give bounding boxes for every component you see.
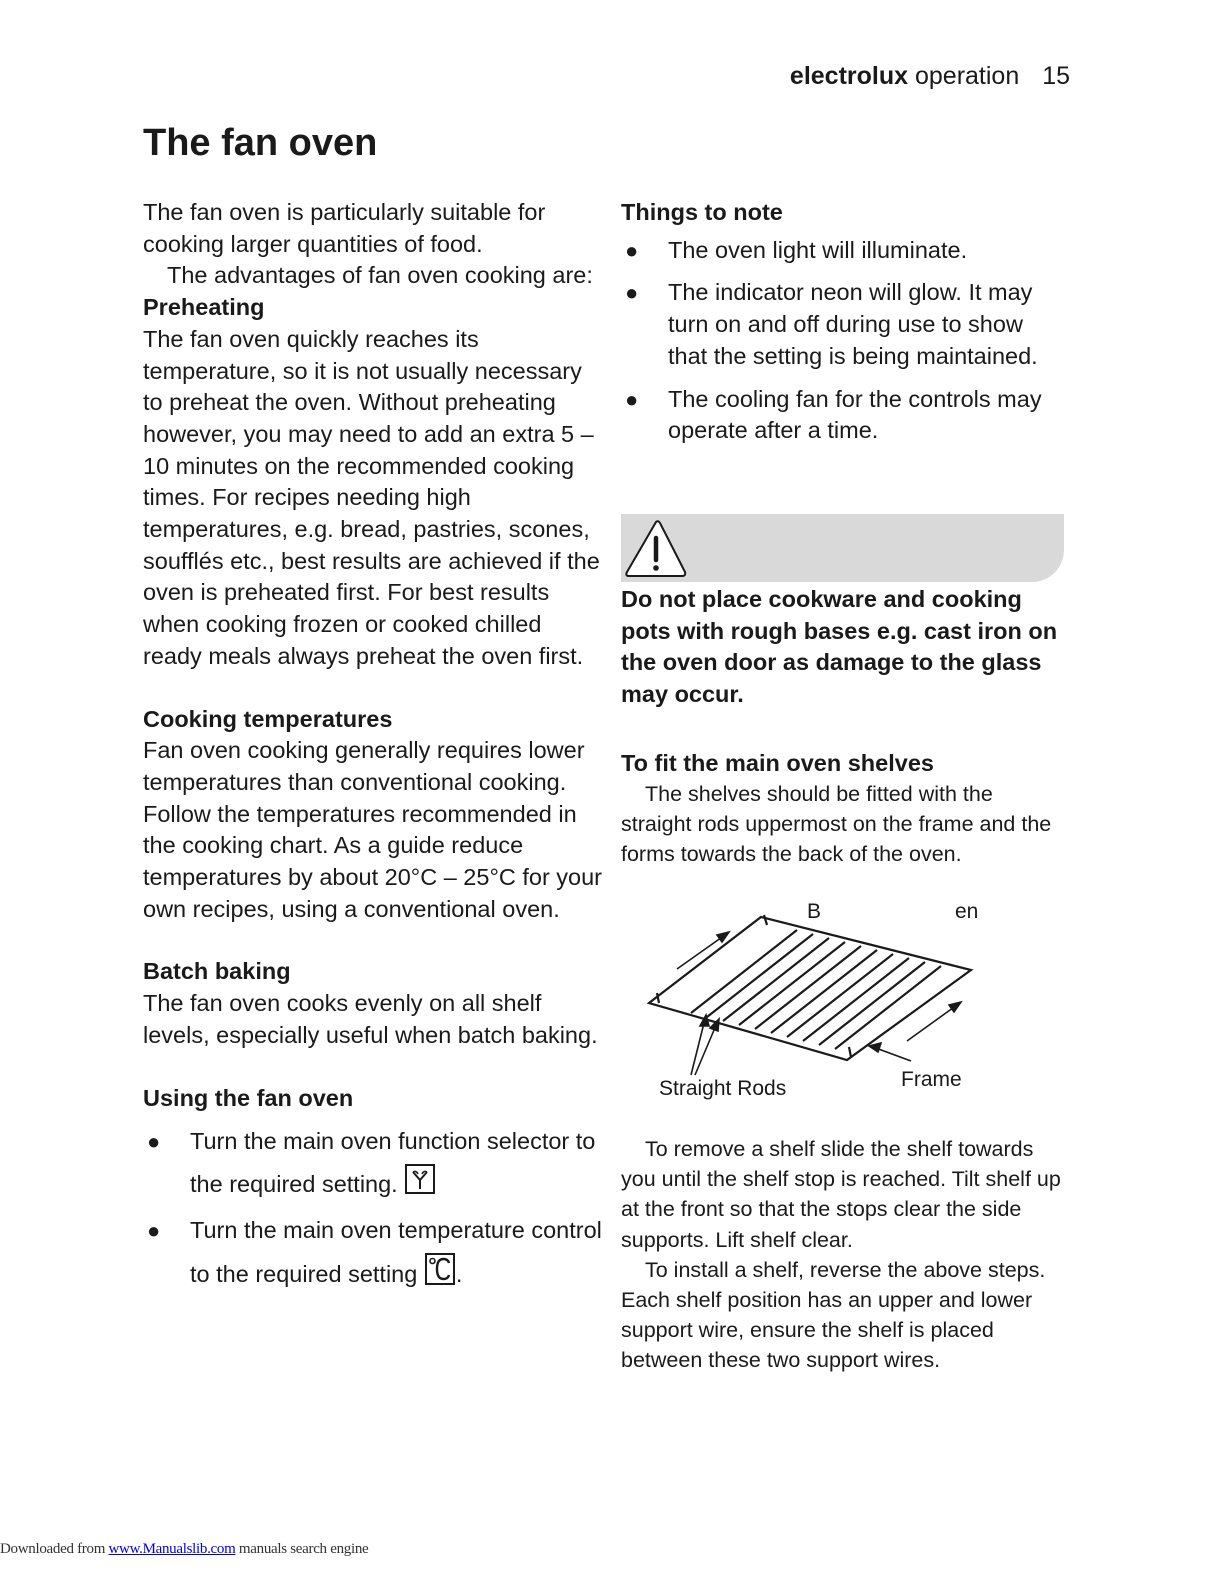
page-number: 15 (1042, 62, 1070, 90)
batch-baking-text: The fan oven cooks evenly on all shelf levels, especially useful when batch baking. (143, 990, 598, 1048)
fan-symbol-icon (404, 1163, 436, 1209)
diagram-label-straight-rods: Straight Rods (659, 1077, 787, 1100)
download-footer: Downloaded from www.Manualslib.com manuals search engine (0, 1541, 369, 1557)
fit-shelves-text: The shelves should be fitted with the straight rods uppermost on the frame and the forms towards the back of the oven. (621, 782, 1052, 866)
warning-text: Do not place cookware and cooking pots with rough bases e.g. cast iron on the oven door as damage to the glass may occur. (621, 586, 1058, 708)
diagram-label-frame: Frame (901, 1068, 962, 1091)
section-name: operation (914, 62, 1020, 90)
diagram-label-back-1: B (807, 900, 822, 923)
bullet-icon: ● (625, 386, 639, 412)
cooking-temperatures-text: Fan oven cooking generally requires lower temperatures than conventional cooking. Follow the temperatures recommended in the cooking chart. As a guide reduce temperatures by about 20°C – 25°C for your own recipes, using a conventional oven. (143, 737, 603, 922)
list-item: ● Turn the main oven function selector to the required setting. (143, 1120, 603, 1209)
list-item: ● The indicator neon will glow. It may turn on and off during use to show that the setting is being maintained. (625, 279, 1038, 369)
left-column (143, 197, 603, 1300)
warning-banner (621, 514, 1064, 582)
cooking-temperatures-heading: Cooking temperatures (143, 705, 393, 732)
install-shelf-text: To install a shelf, reverse the above steps. Each shelf position has an upper and lower support wire, ensure the shelf is placed between these two support wires. (621, 1257, 1046, 1373)
intro-paragraph: The fan oven is particularly suitable for cooking larger quantities of food. (143, 199, 546, 257)
page-header (790, 62, 1070, 91)
batch-baking-heading: Batch baking (143, 958, 291, 985)
using-fan-oven-heading: Using the fan oven (143, 1084, 354, 1111)
bullet-icon: ● (625, 237, 639, 263)
bullet-icon: ● (625, 280, 639, 306)
things-to-note-list (621, 235, 1066, 447)
bullet-icon: ● (147, 1129, 161, 1155)
diagram-label-back-2: en (955, 900, 979, 923)
things-to-note-heading: Things to note (621, 199, 783, 225)
page-title: The fan oven (143, 122, 378, 164)
manualslib-link[interactable]: www.Manualslib.com (108, 1541, 236, 1557)
fit-shelves-heading: To fit the main oven shelves (621, 750, 934, 776)
fit-shelves-section (621, 748, 1066, 869)
preheating-heading: Preheating (143, 294, 265, 321)
right-column (621, 197, 1066, 458)
bullet-icon: ● (147, 1218, 161, 1244)
using-fan-oven-list (143, 1120, 603, 1300)
list-item: ● The oven light will illuminate. (621, 235, 1066, 267)
remove-shelf-text: To remove a shelf slide the shelf towards you until the shelf stop is reached. Tilt shelf up at the front so that the stops clear the side supports. Lift shelf clear. (621, 1137, 1061, 1252)
shelf-diagram (621, 895, 1066, 1110)
preheating-text: The fan oven quickly reaches its temperature, so it is not usually necessary to preheat the oven. Without preheating however, you may need to add an extra 5 – 10 minutes on the recommended cooking times. For recipes needing high temperatures, e.g. bread, pastries, scones, soufflés etc., best results are achieved if the oven is preheated first. For best results when cooking frozen or cooked chilled ready meals always preheat the oven first. (143, 325, 600, 669)
list-item: ● Turn the main oven temperature control to the required setting . (143, 1209, 603, 1300)
list-item: ● The cooling fan for the controls may operate after a time. (625, 385, 1042, 444)
remove-install-section (621, 1134, 1066, 1376)
warning-triangle-icon (621, 516, 691, 582)
brand-name: electrolux (789, 62, 909, 90)
temperature-celsius-icon (424, 1252, 456, 1300)
advantages-paragraph: The advantages of fan oven cooking are: (167, 262, 593, 289)
shelf-illustration (621, 895, 1066, 1110)
